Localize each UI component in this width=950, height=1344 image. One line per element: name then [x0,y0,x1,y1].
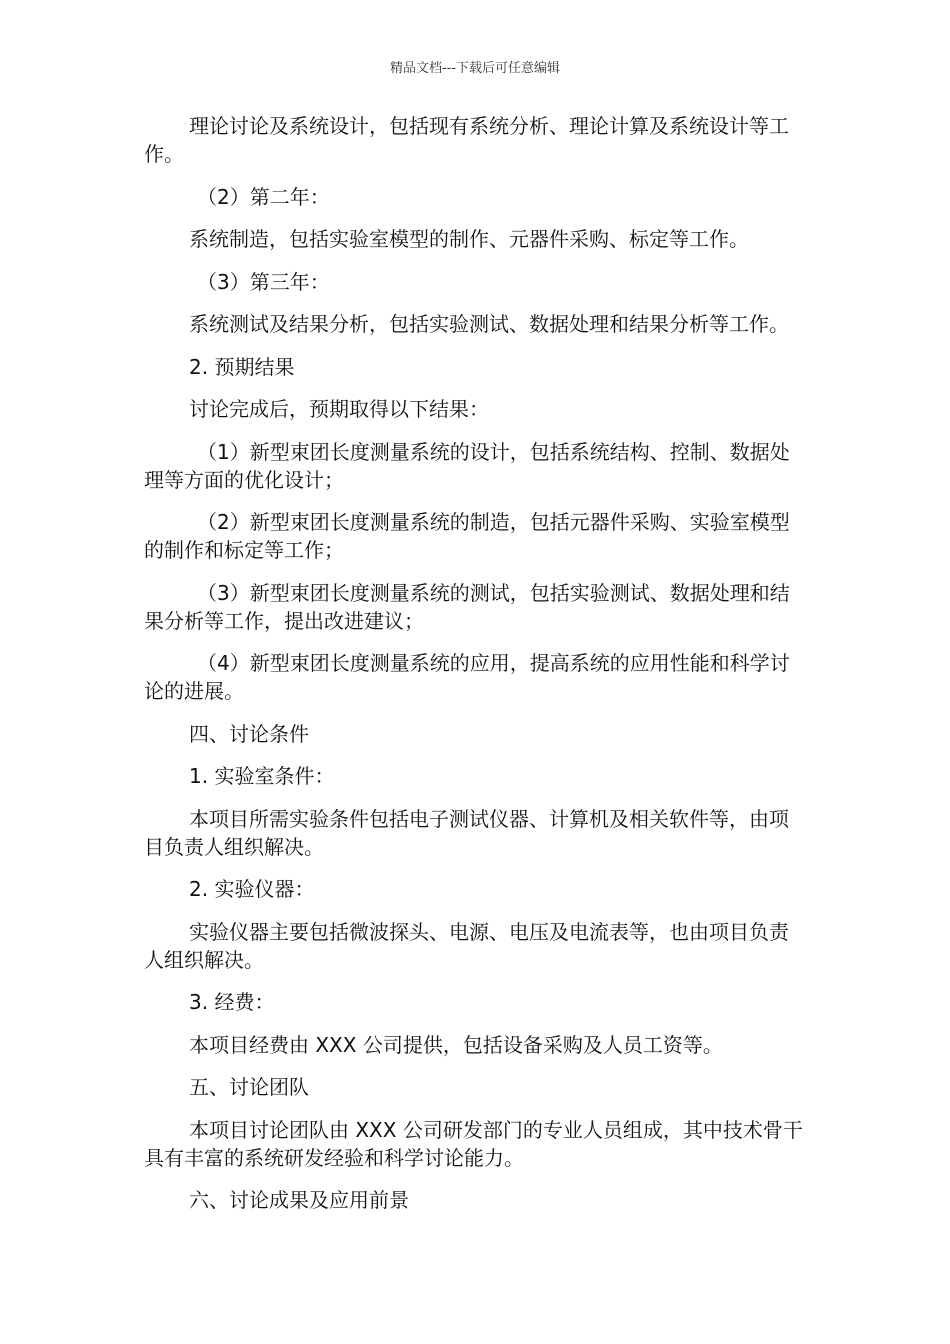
page-header: 精品文档---下载后可任意编辑 [389,61,561,76]
paragraph-research-team: 本项目讨论团队由 XXX 公司研发部门的专业人员组成，其中技术骨干具有丰富的系统研发经验和科学讨论能力。 [144,1117,803,1170]
paragraph-results-intro: 讨论完成后，预期取得以下结果： [189,397,489,421]
section-research-team: 五、讨论团队 [189,1075,309,1099]
section-research-conditions: 四、讨论条件 [189,721,309,746]
paragraph-funding: 本项目经费由 XXX 公司提供，包括设备采购及人员工资等。 [189,1032,723,1057]
result-item-4: （4）新型束团长度测量系统的应用，提高系统的应用性能和科学讨论的进展。 [144,651,790,703]
paragraph-lab-instruments: 实验仪器主要包括微波探头、电源、电压及电流表等，也由项目负责人组织解决。 [144,919,789,972]
subsection-lab-conditions: 1. 实验室条件： [189,764,335,788]
section-expected-results: 2. 预期结果 [189,354,295,379]
paragraph-lab-conditions: 本项目所需实验条件包括电子测试仪器、计算机及相关软件等，由项目负责人组织解决。 [144,806,789,859]
subsection-lab-instruments: 2. 实验仪器： [189,877,315,901]
paragraph-year1-tasks: 理论讨论及系统设计，包括现有系统分析、理论计算及系统设计等工作。 [144,114,789,166]
subsection-funding: 3. 经费： [189,990,275,1014]
result-item-2: （2）新型束团长度测量系统的制造，包括元器件采购、实验室模型的制作和标定等工作； [144,510,790,562]
result-item-3: （3）新型束团长度测量系统的测试，包括实验测试、数据处理和结果分析等工作，提出改进建议； [144,580,790,633]
section-results-applications: 六、讨论成果及应用前景 [189,1188,409,1212]
document-body [144,112,808,1229]
paragraph-year2-heading: （2）第二年： [197,184,330,209]
result-item-1: （1）新型束团长度测量系统的设计，包括系统结构、控制、数据处理等方面的优化设计； [144,439,790,492]
paragraph-year3-heading: （3）第三年： [197,269,330,294]
paragraph-year2-tasks: 系统制造，包括实验室模型的制作、元器件采购、标定等工作。 [189,227,749,251]
paragraph-year3-tasks: 系统测试及结果分析，包括实验测试、数据处理和结果分析等工作。 [189,312,789,336]
